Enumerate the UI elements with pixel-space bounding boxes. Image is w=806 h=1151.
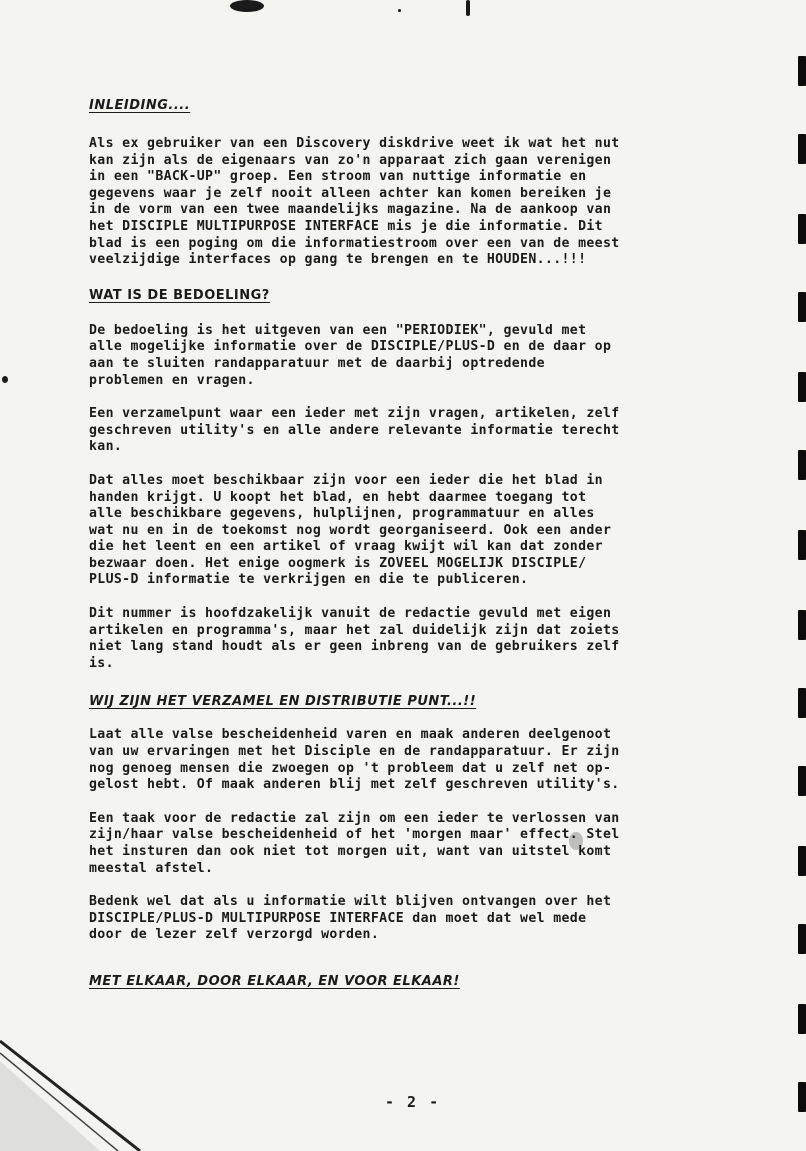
section-heading-inleiding: INLEIDING.... — [89, 98, 191, 113]
bedoeling-paragraph-3: Dat alles moet beschikbaar zijn voor een ieder die het blad in handen krijgt. U koopt het blad, en hebt daarmee toegang tot alle beschikbare gegevens, hulplijnen, programmatuur en alles wat nu en in de toekomst nog wordt georganiseerd. Ook een ander die het leent en een artikel of vraag kwijt wil kan dat zonder bezwaar doen. Het enige oogmerk is ZOVEEL MOGELIJK DISCIPLE/ PLUS-D informatie te verkrijgen en die te publiceren. — [89, 472, 612, 588]
bedoeling-paragraph-2: Een verzamelpunt waar een ieder met zijn vragen, artikelen, zelf geschreven utility's en alle andere relevante informatie terecht kan. — [89, 406, 620, 455]
document-body — [89, 98, 739, 989]
intro-paragraph: Als ex gebruiker van een Discovery diskdrive weet ik wat het nut kan zijn als de eigenaars van zo'n apparaat zich gaan verenigen in een "BACK-UP" groep. Een stroom van nuttige informatie en gegevens waar je zelf nooit alleen achter kan komen bereiken je in de vorm van een twee maandelijks magazine. Na de aankoop van het DISCIPLE MULTIPURPOSE INTERFACE mis je die informatie. Dit blad is een poging om die informatiestroom over een van de meest veelzijdige interfaces op gang te brengen en te HOUDEN...!!! — [89, 136, 620, 268]
scan-smudge — [230, 0, 264, 12]
bedoeling-paragraph-1: De bedoeling is het uitgeven van een "PERIODIEK", gevuld met alle mogelijke informatie over de DISCIPLE/PLUS-D en de daar op aan te sluiten randapparatuur met de daarbij optredende problemen en vragen. — [89, 322, 612, 388]
binder-punch-marks — [796, 0, 806, 1151]
section-heading-bedoeling: WAT IS DE BEDOELING? — [89, 287, 270, 303]
verzamelpunt-paragraph-1: Laat alle valse bescheidenheid varen en maak anderen deelgenoot van uw ervaringen met het Disciple en de randapparatuur. Er zijn nog genoeg mensen die zwoegen op 't probleem dat u zelf net op- gelost hebt. Of maak anderen blij met zelf geschreven utility's. — [89, 727, 620, 793]
closing-slogan: MET ELKAAR, DOOR ELKAAR, EN VOOR ELKAAR! — [89, 973, 460, 989]
page-number: - 2 - — [385, 1093, 441, 1111]
verzamelpunt-paragraph-2: Een taak voor de redactie zal zijn om een ieder te verlossen van zijn/haar valse bescheidenheid of het 'morgen maar' effect. Stel het insturen dan ook niet tot morgen uit, want van uitstel komt meestal afstel. — [89, 810, 620, 876]
page-corner-fold — [0, 1021, 150, 1151]
scan-speck — [2, 376, 8, 383]
scan-speck — [398, 9, 401, 12]
section-heading-verzamelpunt: WIJ ZIJN HET VERZAMEL EN DISTRIBUTIE PUNT...!! — [89, 694, 477, 710]
scan-smudge — [466, 0, 470, 16]
verzamelpunt-paragraph-3: Bedenk wel dat als u informatie wilt blijven ontvangen over het DISCIPLE/PLUS-D MULTIPURPOSE INTERFACE dan moet dat wel mede door de lezer zelf verzorgd worden. — [89, 894, 612, 943]
bedoeling-paragraph-4: Dit nummer is hoofdzakelijk vanuit de redactie gevuld met eigen artikelen en programma's, maar het zal duidelijk zijn dat zoiets niet lang stand houdt als er geen inbreng van de gebruikers zelf is. — [89, 606, 620, 671]
